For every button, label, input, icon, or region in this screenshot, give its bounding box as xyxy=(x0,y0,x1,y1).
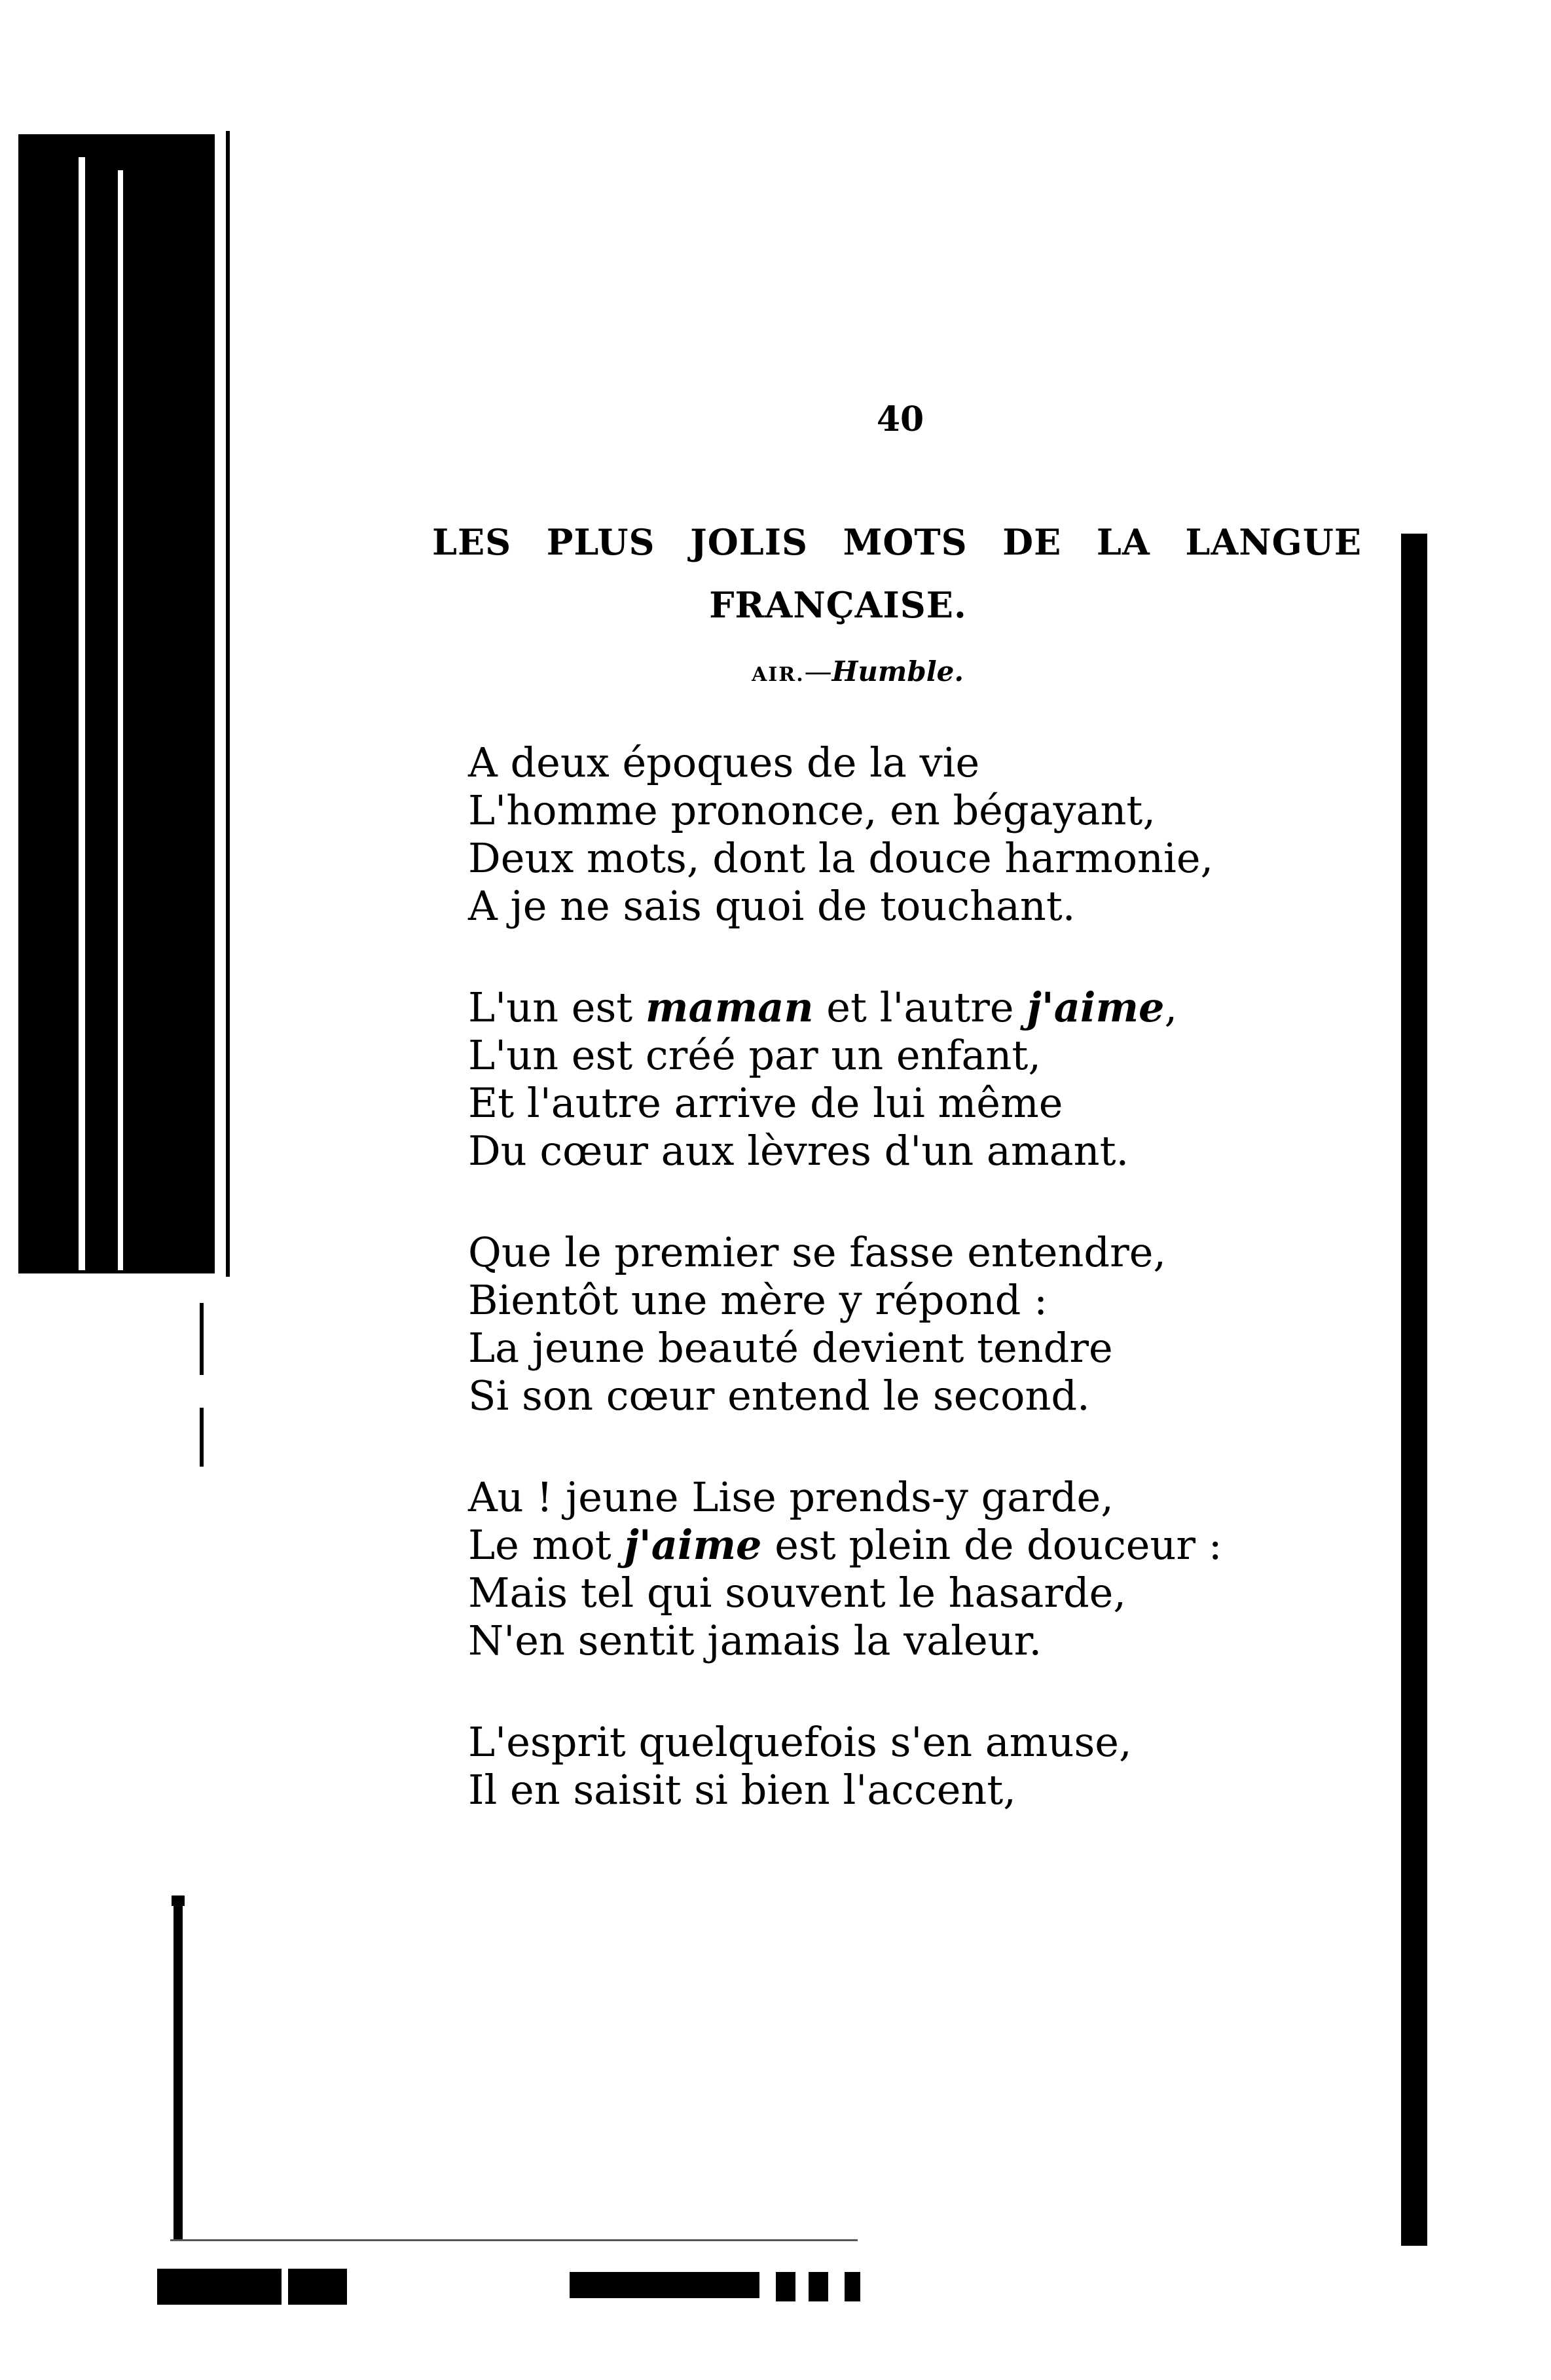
verse-line: Bientôt une mère y répond : xyxy=(468,1276,1048,1324)
verse-line: L'esprit quelquefois s'en amuse, xyxy=(468,1718,1132,1766)
stanza xyxy=(468,1718,1372,1814)
scan-bottom-mark xyxy=(845,2272,860,2301)
stanza xyxy=(468,739,1372,930)
page-number: 40 xyxy=(876,399,924,439)
verse-line: A je ne sais quoi de touchant. xyxy=(468,882,1076,930)
scan-binding-edge xyxy=(18,134,215,1273)
poem-body xyxy=(468,739,1372,1867)
scan-mark xyxy=(200,1303,204,1375)
air-tune-name: Humble. xyxy=(831,655,964,687)
scan-bottom-mark xyxy=(776,2272,795,2301)
verse-emphasis: maman xyxy=(645,983,814,1031)
verse-segment: est plein de douceur : xyxy=(761,1521,1222,1569)
song-title-line-1: LES PLUS JOLIS MOTS DE LA LANGUE xyxy=(432,521,1362,563)
scan-bottom-line xyxy=(170,2239,858,2241)
scan-bottom-mark xyxy=(157,2269,282,2305)
scan-mark xyxy=(200,1408,204,1467)
scan-mark xyxy=(172,1895,185,1906)
verse-line: N'en sentit jamais la valeur. xyxy=(468,1617,1042,1664)
scan-binding-gap xyxy=(118,170,123,1270)
verse-line: L'homme prononce, en bégayant, xyxy=(468,786,1156,834)
scan-page-border-left xyxy=(226,131,230,1277)
verse-line: Si son cœur entend le second. xyxy=(468,1372,1090,1419)
song-title-line-2: FRANÇAISE. xyxy=(709,584,967,626)
scan-bottom-mark xyxy=(809,2272,828,2301)
verse-line: Deux mots, dont la douce harmonie, xyxy=(468,834,1214,882)
verse-line: Il en saisit si bien l'accent, xyxy=(468,1766,1016,1814)
verse-segment: , xyxy=(1164,983,1178,1031)
verse-emphasis: j'aime xyxy=(1027,983,1165,1031)
stanza xyxy=(468,1473,1372,1664)
tune-indication xyxy=(661,655,1054,687)
verse-line: Au ! jeune Lise prends-y garde, xyxy=(468,1473,1114,1521)
verse-line xyxy=(468,1521,1372,1569)
scan-bottom-mark xyxy=(288,2269,347,2305)
verse-line: L'un est créé par un enfant, xyxy=(468,1031,1042,1079)
verse-line: Du cœur aux lèvres d'un amant. xyxy=(468,1127,1129,1175)
verse-segment: et l'autre xyxy=(813,983,1027,1031)
verse-line: Et l'autre arrive de lui même xyxy=(468,1079,1063,1127)
scan-bottom-mark xyxy=(570,2272,759,2298)
scan-page-border-right xyxy=(1401,534,1427,2246)
song-title xyxy=(432,511,1362,636)
verse-line xyxy=(468,983,1372,1031)
verse-line: Que le premier se fasse entendre, xyxy=(468,1228,1167,1276)
verse-line: Mais tel qui souvent le hasarde, xyxy=(468,1569,1127,1617)
scan-page-border-left-lower xyxy=(173,1899,183,2239)
verse-line: A deux époques de la vie xyxy=(468,739,980,786)
verse-emphasis: j'aime xyxy=(624,1521,762,1569)
verse-segment: Le mot xyxy=(468,1521,625,1569)
air-label: AIR. xyxy=(751,663,805,686)
stanza xyxy=(468,1228,1372,1419)
scan-binding-gap xyxy=(79,157,85,1270)
air-dash: — xyxy=(804,655,832,687)
verse-segment: L'un est xyxy=(468,983,646,1031)
verse-line: La jeune beauté devient tendre xyxy=(468,1324,1113,1372)
stanza xyxy=(468,983,1372,1175)
